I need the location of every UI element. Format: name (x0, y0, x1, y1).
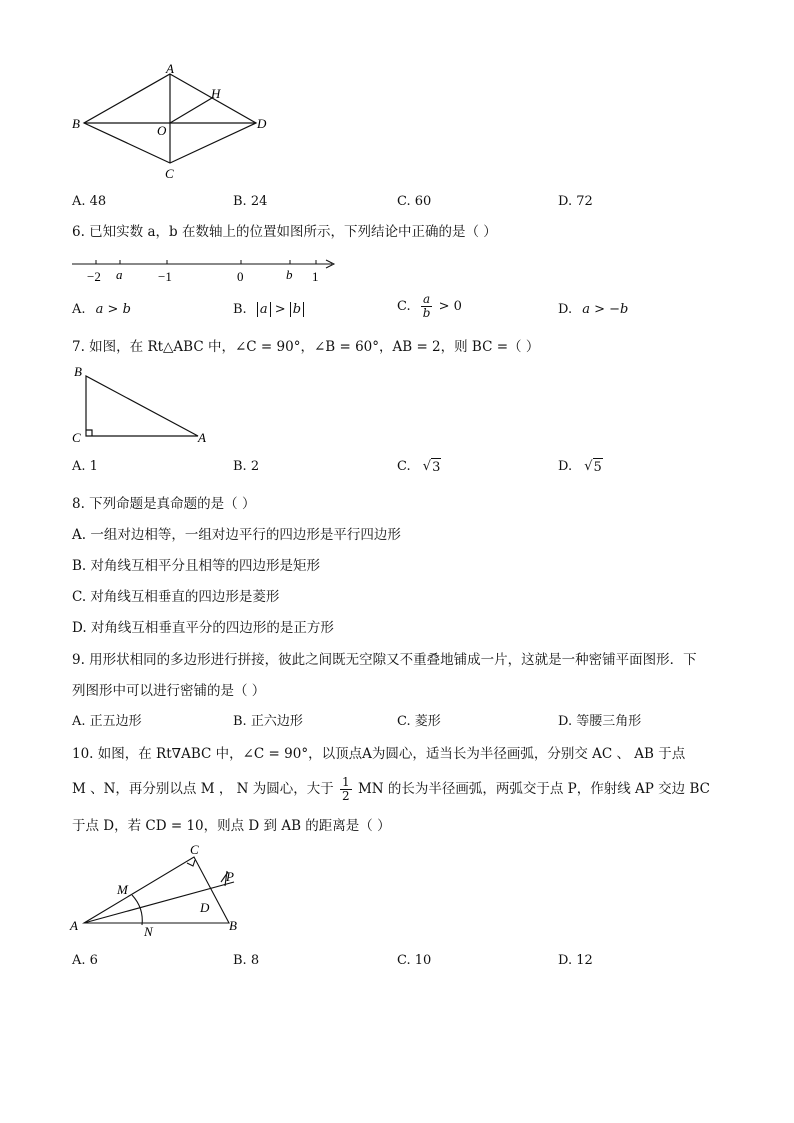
q9-stem-line1: 9. 用形状相同的多边形进行拼接，彼此之间既无空隙又不重叠地铺成一片，这就是一种密铺平面图形．下 (72, 652, 697, 668)
label-n: N (144, 924, 153, 939)
rhombus-figure (60, 60, 290, 185)
q9-stem-line2: 列图形中可以进行密铺的是（ ） (72, 683, 266, 699)
q6-option-a[interactable] (72, 301, 131, 319)
q9-option-b[interactable]: B. 正六边形 (233, 714, 303, 729)
q7-option-d[interactable] (558, 458, 603, 477)
q6-option-a-letter: A. (72, 302, 86, 317)
abs-b: b (290, 302, 304, 317)
label-c: C (165, 166, 174, 181)
q6-option-d-expr: a > −b (582, 302, 629, 317)
q7-option-b[interactable]: B. 2 (233, 459, 260, 474)
gt-sign: > (274, 302, 286, 317)
right-angle-mark (86, 430, 92, 436)
q7-option-c[interactable] (397, 458, 441, 477)
q6-option-d-letter: D. (558, 302, 573, 317)
q7-stem: 7. 如图，在 Rt△ABC 中，∠C = 90°，∠B = 60°，AB = 2，则 BC =（ ） (72, 339, 540, 355)
label-a: A (198, 430, 206, 445)
label-b: B (72, 116, 80, 131)
tick-label-minus-1: −1 (158, 269, 172, 284)
label-c: C (72, 430, 81, 445)
q5-option-d[interactable]: D. 72 (558, 194, 593, 209)
q7-option-d-letter: D. (558, 459, 573, 474)
q6-option-b-expr (257, 302, 304, 317)
q8-option-c[interactable]: C. 对角线互相垂直的四边形是菱形 (72, 589, 280, 605)
q10-option-a[interactable]: A. 6 (72, 953, 98, 968)
tick-label-a: a (116, 267, 123, 282)
q5-option-c[interactable]: C. 60 (397, 194, 432, 209)
label-m: M (117, 882, 128, 897)
q8-option-a[interactable]: A. 一组对边相等，一组对边平行的四边形是平行四边形 (72, 527, 401, 543)
label-b: B (74, 364, 82, 379)
fraction-denominator: 2 (342, 789, 350, 803)
q9-option-a[interactable]: A. 正五边形 (72, 714, 142, 729)
fraction-denominator: b (422, 306, 431, 320)
ray-ap (84, 882, 234, 923)
fraction-numerator: 1 (342, 775, 350, 789)
q6-option-b[interactable] (233, 301, 304, 319)
q10-option-d[interactable]: D. 12 (558, 953, 593, 968)
label-p: P (226, 869, 234, 884)
number-line (70, 252, 340, 286)
q10-option-b[interactable]: B. 8 (233, 953, 260, 968)
label-a: A (70, 918, 78, 933)
q9-option-c[interactable]: C. 菱形 (397, 714, 441, 729)
radicand-3: 3 (432, 460, 441, 475)
segment-oh (170, 98, 212, 123)
right-triangle-figure (68, 360, 218, 448)
sqrt-3: √ 3 (422, 459, 441, 475)
q6-option-b-letter: B. (233, 302, 247, 317)
tick-label-b: b (286, 267, 293, 282)
q10-stem-line2-part1: M 、N，再分别以点 M ， N 为圆心，大于 (72, 781, 334, 797)
q5-option-b[interactable]: B. 24 (233, 194, 268, 209)
q6-option-c-letter: C. (397, 299, 411, 314)
q7-option-a[interactable]: A. 1 (72, 459, 98, 474)
label-o: O (157, 123, 167, 138)
label-c: C (190, 842, 199, 857)
q6-option-a-expr: a > b (95, 302, 131, 317)
angle-bisector-figure (66, 840, 256, 940)
q6-option-c[interactable] (397, 293, 462, 320)
q6-stem: 6. 已知实数 a，b 在数轴上的位置如图所示，下列结论中正确的是（ ） (72, 224, 497, 240)
fraction-a-over-b (421, 293, 433, 320)
q6-option-d[interactable] (558, 301, 628, 319)
label-d: D (200, 900, 210, 915)
q8-stem: 8. 下列命题是真命题的是（ ） (72, 496, 256, 512)
label-a: A (166, 61, 174, 76)
q10-stem-line1: 10. 如图，在 Rt∇ABC 中，∠C = 90°，以顶点A为圆心，适当长为半径画弧，分别交 AC 、 AB 于点 (72, 746, 686, 762)
q8-option-b[interactable]: B. 对角线互相平分且相等的四边形是矩形 (72, 558, 321, 574)
fraction-one-half (340, 776, 352, 803)
triangle-abc (86, 376, 198, 436)
sqrt-5: √ 5 (584, 459, 602, 475)
q8-option-d[interactable]: D. 对角线互相垂直平分的四边形的是正方形 (72, 620, 334, 636)
q10-stem-line2-part2: MN 的长为半径画弧，两弧交于点 P，作射线 AP 交边 BC (357, 781, 710, 797)
q10-stem-line2 (72, 774, 710, 804)
abs-a: a (257, 302, 271, 317)
tick-label-0: 0 (237, 269, 244, 284)
q6-option-c-rest: > 0 (438, 299, 462, 314)
q10-option-c[interactable]: C. 10 (397, 953, 432, 968)
tick-label-1: 1 (312, 269, 319, 284)
label-b: B (229, 918, 237, 933)
q7-option-c-letter: C. (397, 459, 411, 474)
q10-stem-line3: 于点 D，若 CD = 10，则点 D 到 AB 的距离是（ ） (72, 818, 391, 834)
label-h: H (211, 86, 221, 101)
fraction-numerator: a (423, 292, 431, 306)
radicand-5: 5 (593, 460, 602, 475)
q5-option-a[interactable]: A. 48 (72, 194, 107, 209)
tick-label-minus-2: −2 (87, 269, 101, 284)
q9-option-d[interactable]: D. 等腰三角形 (558, 714, 642, 729)
label-d: D (257, 116, 267, 131)
